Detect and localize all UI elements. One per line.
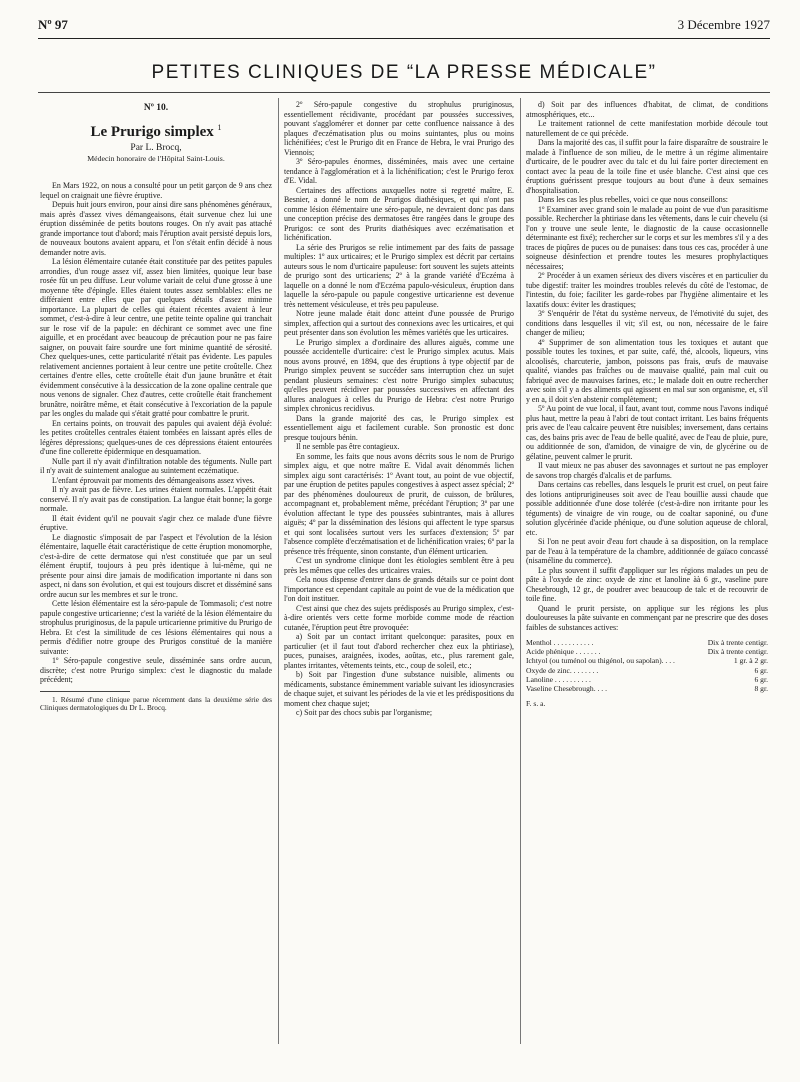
prescription-dose: 6 gr. (754, 674, 768, 684)
prescription-item: Lanoline . . . . . . . . . . (526, 674, 591, 684)
paragraph: C'est un syndrome clinique dont les étiologies semblent être à peu près les mêmes que celles des urticaires vraies. (284, 556, 514, 575)
issue-date: 3 Décembre 1927 (677, 17, 770, 32)
header-rule (38, 38, 770, 39)
article-author: Par L. Brocq, (130, 142, 182, 153)
article-title-text: Le Prurigo simplex (90, 123, 214, 140)
paragraph: En certains points, on trouvait des papules qui avaient déjà évolué: les petites croûtelles centrales étaient tombées en laissant après elles de légères dépressions; quelques-unes de ces dépressions étaient entourées d'une fine collerette épidermique en desquamation. (40, 418, 272, 456)
author-affiliation: Médecin honoraire de l'Hôpital Saint-Louis. (87, 153, 225, 163)
paragraph: Le plus souvent il suffit d'appliquer sur les régions malades un peu de pâte à l'oxyde de zinc: oxyde de zinc et lanoline àà 6 gr., vaseline pure Chesebrough, 12 gr., de poudrer avec beaucoup de talc et de recouvrir de toile fine. (526, 565, 768, 603)
running-header (38, 17, 770, 35)
paragraph: 4º Supprimer de son alimentation tous les toxiques et autant que possible toutes les toxines, et par suite, café, thé, alcools, liqueurs, vins alcoolisés, charcuterie, jambon, poissons pas frais, œufs de mauvaise qualité, viandes pas fraîches ou de mauvaise qualité, pain mal cuit ou fabriqué avec de mauvaises farines, etc.; le malade doit en outre rechercher avec soin s'il y a des aliments qui agissent en mal sur son organisme, et, s'il y en a, il doit s'en abstenir complètement; (526, 337, 768, 404)
paragraph: a) Soit par un contact irritant quelconque: parasites, poux en particulier (et il faut tout d'abord rechercher chez eux la phtiriase), puces, punaises, araignées, ixodes, aoûtas, etc., plus rarement gale, plantes irritantes, vêtements teints, etc., coup de soleil, etc.; (284, 632, 514, 670)
column-2-body (284, 100, 514, 718)
prescription-dose: Dix à trente centigr. (707, 638, 768, 647)
paragraph: Le Prurigo simplex a d'ordinaire des allures aiguës, comme une poussée accidentelle d'urticaire: c'est le Prurigo simplex acutus. Mais nous avons prouvé, en 1894, que des éruptions à type objectif par de Prurigo simplex peuvent se succéder sans interruption chez un sujet pendant plusieurs semaines: c'est notre Prurigo simplex subacutus; qu'elles peuvent récidiver par poussées successives en affectant des allures analogues à celles du Prurigo de Hebra: c'est notre Prurigo simplex chronicus recidivus. (284, 337, 514, 413)
paragraph: Notre jeune malade était donc atteint d'une poussée de Prurigo simplex, affection qui a surtout des connexions avec les urticaires, et qui peut présenter dans son évolution les mêmes variétés que les urticaires. (284, 309, 514, 337)
paragraph: c) Soit par des chocs subis par l'organisme; (296, 708, 433, 717)
paragraph: Il vaut mieux ne pas abuser des savonnages et surtout ne pas employer de savons trop chargés d'alcalis et de parfums. (526, 461, 768, 480)
prescription-item: Ichtyol (ou tuménol ou thigénol, ou sapolan). . . . (526, 656, 675, 666)
prescription-row (526, 656, 768, 665)
paragraph: La série des Prurigos se relie intimement par des faits de passage multiples: 1º aux urticaires; et le Prurigo simplex est décrit par certains auteurs sous le nom d'urticaire papuleuse: fort souvent les sujets atteints de prurigo sont des urticariens; 2º à la grande variété d'Eczéma à laquelle on a donné le nom d'Eczéma papulo-vésiculeux, éruption dans laquelle la séro-papule ou papule congestive urticarienne est devenue très nettement vésiculeuse, et très peu papuleuse. (284, 242, 514, 309)
masthead-rule (38, 92, 770, 93)
paragraph: 1º Examiner avec grand soin le malade au point de vue d'un parasitisme possible. Rechercher la phtiriase dans les vêtements, dans le cuir chevelu (si l'on y trouve une seule lente, le diagnostic de la cause occasionnelle déterminante est fixé); rechercher sur le corps et sur les membres s'il y a des traces de piqûres de puces ou de punaises: dans tous ces cas, procéder à une soigneuse désinfection et prendre toutes les mesures prophylactiques nécessaires; (526, 204, 768, 271)
paragraph: Dans certains cas rebelles, dans lesquels le prurit est cruel, on peut faire des lotions antiprurigineuses soit avec de l'eau bouillie aussi chaude que possible additionnée d'une dose tolérée (c'est-à-dire non irritante pour les téguments) de vinaigre de vin rouge, ou de coaltar saponiné, ou d'une solution glycérinée d'acide phénique, ou d'une solution aqueuse de chloral, etc. (526, 480, 768, 537)
paragraph: En somme, les faits que nous avons décrits sous le nom de Prurigo simplex aigu, et que notre maître E. Vidal avait dénommés lichen simplex aigu sont caractérisés: 1º Avant tout, au point de vue objectif, par une éruption de petites papules congestives à aspect assez spécial; 2º par des phénomènes douloureux de prurit, de cuisson, de brûlures, accompagnant et, probablement même, précédant l'éruption; 3º par une évolution affectant le type des poussées subintrantes, mais à allures aiguës; 4º par la dissémination des lésions qui affectent le type sparsus et qui sont localisées surtout vers les surfaces d'extension; 5º par l'absence complète d'eczématisation et de lichénification vraies; 6º par la présence très fréquente, sinon constante, d'un élément urticarien. (284, 451, 514, 556)
paragraph: Le diagnostic s'imposait de par l'aspect et l'évolution de la lésion élémentaire, laquelle était caractéristique de cette éruption monomorphe, c'est-à-dire de cette dermatose qui n'est constituée que par un seul élément éruptif, toujours à peu près identique à lui-même, qui ne présente pour ainsi dire jamais de modification importante ni dans son aspect, ni dans son évolution, et qui est toujours discret et disséminé sans ordre aucun sur les membres et sur le tronc. (40, 532, 272, 599)
footnote: 1. Résumé d'une clinique parue récemment dans la deuxième série des Cliniques dermatologiques du Dr L. Brocq. (40, 694, 272, 713)
column-2 (284, 100, 514, 718)
paragraph: 2º Séro-papule congestive du strophulus pruriginosus, essentiellement récidivante, procédant par poussées successives, pouvant s'agglomérer et donner par cette confluence naissance à des plaques d'eczématisation plus ou moins suintantes, plus ou moins lichénifiées; c'est le Prurigo dit en France de Hebra, le vrai Prurigo des Viennois; (284, 100, 514, 157)
paragraph: Dans la grande majorité des cas, le Prurigo simplex est essentiellement aigu et facilement curable. Son pronostic est donc presque toujours bénin. (284, 413, 514, 442)
footnote-rule (40, 691, 130, 692)
prescription-dose: 6 gr. (754, 665, 768, 675)
paragraph: 2º Procéder à un examen sérieux des divers viscères et en particulier du tube digestif: traiter les moindres troubles relevés du côté de l'estomac, de l'intestin, du foie; faciliter les garde-robes par l'hygiène alimentaire et les laxatifs doux: éviter les drastiques; (526, 271, 768, 309)
paragraph: Certaines des affections auxquelles notre si regretté maître, E. Besnier, a donné le nom de Prurigos diathésiques, et qui n'ont pas comme lésion élémentaire une séro-papule, ne devraient donc pas dans une conception précise des dermatoses être rangées dans le groupe des Prurigos: ce sont des Prurits diathésiques avec eczématisation et lichénification. (284, 185, 514, 242)
prescription-row (526, 675, 768, 684)
paragraph: L'enfant éprouvait par moments des démangeaisons assez vives. (52, 475, 255, 485)
prescription-dose: 8 gr. (754, 684, 768, 694)
paragraph: Il n'y avait pas de fièvre. Les urines étaient normales. L'appétit était conservé. Il n'y avait pas de constipation. La langue était bonne; la gorge normale. (40, 485, 272, 513)
paragraph: En Mars 1922, on nous a consulté pour un petit garçon de 9 ans chez lequel on craignait une fièvre éruptive. (40, 181, 272, 200)
column-divider-2 (520, 98, 521, 1044)
masthead: PETITES CLINIQUES DE “LA PRESSE MÉDICALE” (151, 62, 657, 83)
paragraph: Depuis huit jours environ, pour ainsi dire sans phénomènes généraux, mais après d'assez vives démangeaisons, était survenue chez lui une éruption disséminée de petits boutons rouges. On n'y avait pas attaché grande importance tout d'abord; mais l'éruption avait persisté depuis lors, de nouveaux boutons avaient apparu, et l'on s'était enfin décidé à nous demander notre avis. (40, 200, 272, 257)
paragraph: d) Soit par des influences d'habitat, de climat, de conditions atmosphériques, etc... (526, 100, 768, 119)
prescription-dose: Dix à trente centigr. (707, 647, 768, 657)
prescription-sign: F. s. a. (526, 699, 546, 709)
paragraph: Dans les cas les plus rebelles, voici ce que nous conseillons: (538, 195, 728, 204)
paragraph: Cela nous dispense d'entrer dans de grands détails sur ce point dont l'importance est cependant capitale au point de vue de la médication que l'on doit instituer. (284, 575, 514, 603)
page-number: Nº 97 (38, 17, 68, 32)
prescription-row (526, 666, 768, 675)
paragraph: 5º Au point de vue local, il faut, avant tout, comme nous l'avons indiqué plus haut, mettre la peau à l'abri de tout contact irritant. Les bains fréquents pris avec de l'eau calcaire peuvent être nuisibles; inversement, dans certains cas, des bains pris avec de l'eau de belle qualité, avec de l'eau de pluie, pure, ou additionnée de son, d'amidon, de vinaigre de vin, de glycérine ou de gélatine, peuvent calmer le prurit. (526, 404, 768, 461)
paragraph: Quand le prurit persiste, on applique sur les régions les plus douloureuses la pâte suivante en commençant par ne prescrire que des doses faibles de substances actives: (526, 603, 768, 632)
column-3-body (526, 100, 768, 632)
prescription-item: Oxyde de zinc. . . . . . . . (526, 665, 599, 675)
prescription-item: Acide phénique . . . . . . . (526, 647, 601, 657)
column-divider-1 (278, 98, 279, 1044)
paragraph: 3º Séro-papules énormes, disséminées, mais avec une certaine tendance à l'agglomération et à la lichénification; c'est le Prurigo ferox d'E. Vidal. (284, 157, 514, 185)
paragraph: Nulle part il n'y avait d'infiltration notable des téguments. Nulle part il n'y avait de suintement analogue au suintement eczématique. (40, 456, 272, 475)
paragraph: Le traitement rationnel de cette manifestation morbide découle tout naturellement de ce qui précède. (526, 119, 768, 138)
paragraph: La lésion élémentaire cutanée était constituée par des petites papules arrondies, d'un rouge assez vif, assez bien limitées, quoique leur base rosée fût un peu diffuse. Leur volume variait de celui d'une grosse à une moyenne tête d'épingle. Elles étaient toutes assez semblables: elles ne différaient entre elles que par quelques détails d'assez minime importance. La plupart de celles qui étaient récentes avaient à leur sommet, c'est-à-dire à leur centre, une petite teinte opaline qui tranchait sur le rose vif de la papule: en déchirant ce sommet avec une fine aiguille, et en procédant avec beaucoup de précaution pour ne pas faire saigner, on pouvait faire sourdre une fort minime quantité de sérosité. Chez quelques-unes, cette particularité n'était pas évidente. Les papules relativement anciennes portaient à leur centre une petite croûtelle. Chez certaines d'entre elles, cette croûtelle était d'un jaune brunâtre et était évidemment consécutive à la dessiccation de la zone opaline centrale que nous venons de signaler. Chez d'autres, cette croûtelle était franchement brunâtre, noirâtre même, et était consécutive à l'excoriation de la papule par les ongles du malade qui s'était gratté pour combattre le prurit. (40, 257, 272, 418)
column-1-body (40, 181, 272, 685)
paragraph: Il ne semble pas être contagieux. (296, 442, 400, 451)
paragraph: b) Soit par l'ingestion d'une substance nuisible, aliments ou médicaments, substance éminemment variable suivant les idiosyncrasies de chaque sujet, et suivant les périodes de la vie et les prédispositions du moment chez chaque sujet; (284, 670, 514, 708)
prescription-row (526, 638, 768, 647)
footnote-ref: 1 (217, 122, 222, 132)
paragraph: Cette lésion élémentaire est la séro-papule de Tommasoli; c'est notre papule congestive urticarienne; c'est la variété de la lésion élémentaire du strophulus pruriginosus, de la papule urticarienne primitive du Prurigo de Hebra. Et c'est la similitude de ces lésions élémentaires qui nous a permis d'édifier notre groupe des Prurigos constitué de la manière suivante: (40, 599, 272, 656)
prescription (526, 638, 768, 693)
prescription-dose: 1 gr. à 2 gr. (733, 656, 768, 666)
prescription-row (526, 684, 768, 693)
prescription-item: Menthol . . . . . . . . . . . (526, 638, 594, 647)
prescription-item: Vaseline Chesebrough. . . . (526, 684, 607, 694)
paragraph: Dans la majorité des cas, il suffit pour la faire disparaître de soustraire le malade à l'influence de son milieu, de le mettre à un régime alimentaire d'urticaire, de le poudrer avec du talc et du lui faire porter directement en contact avec la peau de la toile fine et usée blanche. C'est ainsi que ces éruptions guérissent presque toujours au bout d'une à deux semaines d'hospitalisation. (526, 138, 768, 195)
article-title (40, 118, 272, 142)
paragraph: C'est ainsi que chez des sujets prédisposés au Prurigo simplex, c'est-à-dire orientés vers cette forme morbide comme mode de réaction cutanée, l'éruption peut être provoquée: (284, 603, 514, 632)
paragraph: 3º S'enquérir de l'état du système nerveux, de l'émotivité du sujet, des conditions dans lesquelles il vit; s'il est, ou non, nécessaire de le faire changer de milieu; (526, 309, 768, 337)
paragraph: 1º Séro-papule congestive seule, disséminée sans ordre aucun, discrète; c'est notre Prurigo simplex: c'est le diagnostic du malade précédent; (40, 656, 272, 684)
column-1 (40, 100, 272, 713)
prescription-row (526, 647, 768, 656)
paragraph: Il était évident qu'il ne pouvait s'agir chez ce malade d'une fièvre éruptive. (40, 513, 272, 532)
column-3 (526, 100, 768, 708)
article-number: Nº 10. (143, 103, 169, 113)
paragraph: Si l'on ne peut avoir d'eau fort chaude à sa disposition, on la remplace par de l'eau à la température de la chambre, additionnée de gaïaco concassé (nisaméline du commerce). (526, 537, 768, 565)
